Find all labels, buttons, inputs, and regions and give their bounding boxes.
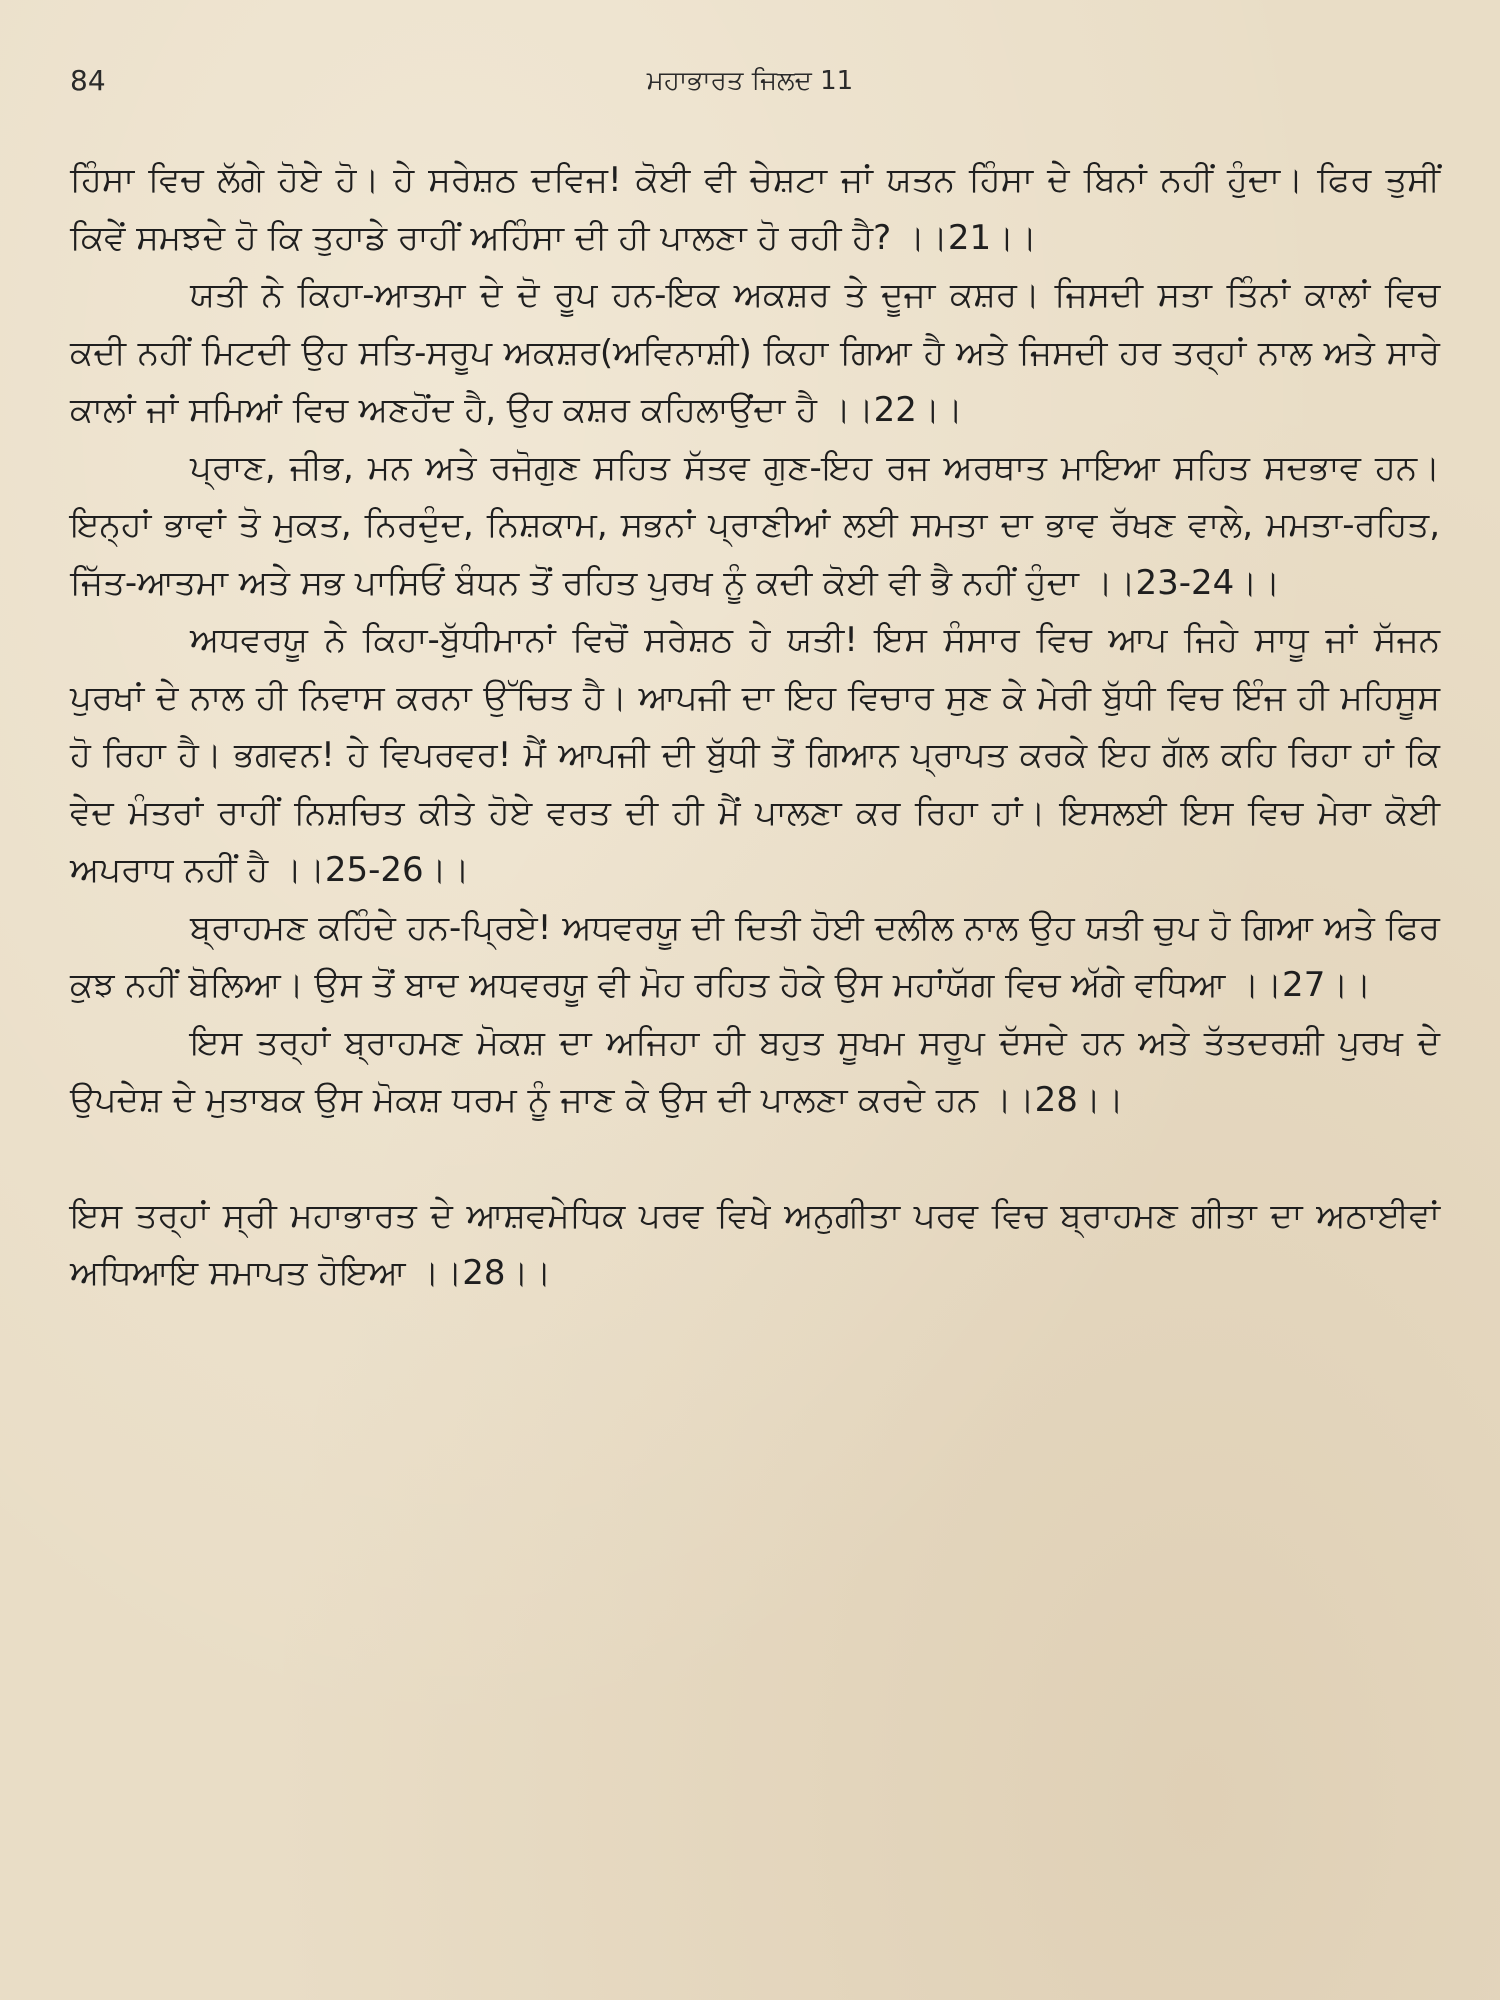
running-title: ਮਹਾਭਾਰਤ ਜਿਲਦ 11 <box>646 66 854 96</box>
paragraph-verse-21: ਹਿੰਸਾ ਵਿਚ ਲੱਗੇ ਹੋਏ ਹੋ। ਹੇ ਸਰੇਸ਼ਠ ਦਵਿਜ! ਕੋਈ ਵੀ ਚੇਸ਼ਟਾ ਜਾਂ ਯਤਨ ਹਿੰਸਾ ਦੇ ਬਿਨਾਂ ਨਹੀਂ ਹੁੰਦਾ। ਫਿਰ ਤੁਸੀਂ ਕਿਵੇਂ ਸਮਝਦੇ ਹੋ ਕਿ ਤੁਹਾਡੇ ਰਾਹੀਂ ਅਹਿੰਸਾ ਦੀ ਹੀ ਪਾਲਣਾ ਹੋ ਰਹੀ ਹੈ? ।।21।। <box>70 160 1440 258</box>
page-header <box>70 64 1430 104</box>
paragraph-verse-25-26: ਅਧਵਰਯੂ ਨੇ ਕਿਹਾ-ਬੁੱਧੀਮਾਨਾਂ ਵਿਚੋਂ ਸਰੇਸ਼ਠ ਹੇ ਯਤੀ! ਇਸ ਸੰਸਾਰ ਵਿਚ ਆਪ ਜਿਹੇ ਸਾਧੂ ਜਾਂ ਸੱਜਨ ਪੁਰਖਾਂ ਦੇ ਨਾਲ ਹੀ ਨਿਵਾਸ ਕਰਨਾ ਉੱਚਿਤ ਹੈ। ਆਪਜੀ ਦਾ ਇਹ ਵਿਚਾਰ ਸੁਣ ਕੇ ਮੇਰੀ ਬੁੱਧੀ ਵਿਚ ਇੰਜ ਹੀ ਮਹਿਸੂਸ ਹੋ ਰਿਹਾ ਹੈ। ਭਗਵਨ! ਹੇ ਵਿਪਰਵਰ! ਮੈਂ ਆਪਜੀ ਦੀ ਬੁੱਧੀ ਤੋਂ ਗਿਆਨ ਪ੍ਰਾਪਤ ਕਰਕੇ ਇਹ ਗੱਲ ਕਹਿ ਰਿਹਾ ਹਾਂ ਕਿ ਵੇਦ ਮੰਤਰਾਂ ਰਾਹੀਂ ਨਿਸ਼ਚਿਤ ਕੀਤੇ ਹੋਏ ਵਰਤ ਦੀ ਹੀ ਮੈਂ ਪਾਲਣਾ ਕਰ ਰਿਹਾ ਹਾਂ। ਇਸਲਈ ਇਸ ਵਿਚ ਮੇਰਾ ਕੋਈ ਅਪਰਾਧ ਨਹੀਂ ਹੈ ।।25-26।। <box>70 620 1440 890</box>
chapter-colophon: ਇਸ ਤਰ੍ਹਾਂ ਸ੍ਰੀ ਮਹਾਭਾਰਤ ਦੇ ਆਸ਼ਵਮੇਧਿਕ ਪਰਵ ਵਿਖੇ ਅਨੁਗੀਤਾ ਪਰਵ ਵਿਚ ਬ੍ਰਾਹਮਣ ਗੀਤਾ ਦਾ ਅਠਾਈਵਾਂ ਅਧਿਆਇ ਸਮਾਪਤ ਹੋਇਆ ।।28।। <box>70 1195 1440 1293</box>
paragraph-verse-22: ਯਤੀ ਨੇ ਕਿਹਾ-ਆਤਮਾ ਦੇ ਦੋ ਰੂਪ ਹਨ-ਇਕ ਅਕਸ਼ਰ ਤੇ ਦੂਜਾ ਕਸ਼ਰ। ਜਿਸਦੀ ਸਤਾ ਤਿੰਨਾਂ ਕਾਲਾਂ ਵਿਚ ਕਦੀ ਨਹੀਂ ਮਿਟਦੀ ਉਹ ਸਤਿ-ਸਰੂਪ ਅਕਸ਼ਰ(ਅਵਿਨਾਸ਼ੀ) ਕਿਹਾ ਗਿਆ ਹੈ ਅਤੇ ਜਿਸਦੀ ਹਰ ਤਰ੍ਹਾਂ ਨਾਲ ਅਤੇ ਸਾਰੇ ਕਾਲਾਂ ਜਾਂ ਸਮਿਆਂ ਵਿਚ ਅਣਹੋਂਦ ਹੈ, ਉਹ ਕਸ਼ਰ ਕਹਿਲਾਉਂਦਾ ਹੈ ।।22।। <box>70 275 1440 430</box>
paragraph-verse-28: ਇਸ ਤਰ੍ਹਾਂ ਬ੍ਰਾਹਮਣ ਮੋਕਸ਼ ਦਾ ਅਜਿਹਾ ਹੀ ਬਹੁਤ ਸੂਖਮ ਸਰੂਪ ਦੱਸਦੇ ਹਨ ਅਤੇ ਤੱਤਦਰਸ਼ੀ ਪੁਰਖ ਦੇ ਉਪਦੇਸ਼ ਦੇ ਮੁਤਾਬਕ ਉਸ ਮੋਕਸ਼ ਧਰਮ ਨੂੰ ਜਾਣ ਕੇ ਉਸ ਦੀ ਪਾਲਣਾ ਕਰਦੇ ਹਨ ।।28।। <box>70 1022 1440 1120</box>
section-spacer <box>70 1130 1440 1188</box>
body-text <box>70 152 1440 1303</box>
page-number: 84 <box>70 64 106 97</box>
paragraph-verse-23-24: ਪ੍ਰਾਣ, ਜੀਭ, ਮਨ ਅਤੇ ਰਜੋਗੁਣ ਸਹਿਤ ਸੱਤਵ ਗੁਣ-ਇਹ ਰਜ ਅਰਥਾਤ ਮਾਇਆ ਸਹਿਤ ਸਦਭਾਵ ਹਨ। ਇਨ੍ਹਾਂ ਭਾਵਾਂ ਤੋ ਮੁਕਤ, ਨਿਰਦੁੰਦ, ਨਿਸ਼ਕਾਮ, ਸਭਨਾਂ ਪ੍ਰਾਣੀਆਂ ਲਈ ਸਮਤਾ ਦਾ ਭਾਵ ਰੱਖਣ ਵਾਲੇ, ਮਮਤਾ-ਰਹਿਤ, ਜਿੱਤ-ਆਤਮਾ ਅਤੇ ਸਭ ਪਾਸਿਓਂ ਬੰਧਨ ਤੋਂ ਰਹਿਤ ਪੁਰਖ ਨੂੰ ਕਦੀ ਕੋਈ ਵੀ ਭੈ ਨਹੀਂ ਹੁੰਦਾ ।।23-24।। <box>70 447 1440 603</box>
paragraph-verse-27: ਬ੍ਰਾਹਮਣ ਕਹਿੰਦੇ ਹਨ-ਪ੍ਰਿਏ! ਅਧਵਰਯੂ ਦੀ ਦਿਤੀ ਹੋਈ ਦਲੀਲ ਨਾਲ ਉਹ ਯਤੀ ਚੁਪ ਹੋ ਗਿਆ ਅਤੇ ਫਿਰ ਕੁਝ ਨਹੀਂ ਬੋਲਿਆ। ਉਸ ਤੋਂ ਬਾਦ ਅਧਵਰਯੂ ਵੀ ਮੋਹ ਰਹਿਤ ਹੋਕੇ ਉਸ ਮਹਾਂਯੱਗ ਵਿਚ ਅੱਗੇ ਵਧਿਆ ।।27।। <box>70 907 1440 1005</box>
